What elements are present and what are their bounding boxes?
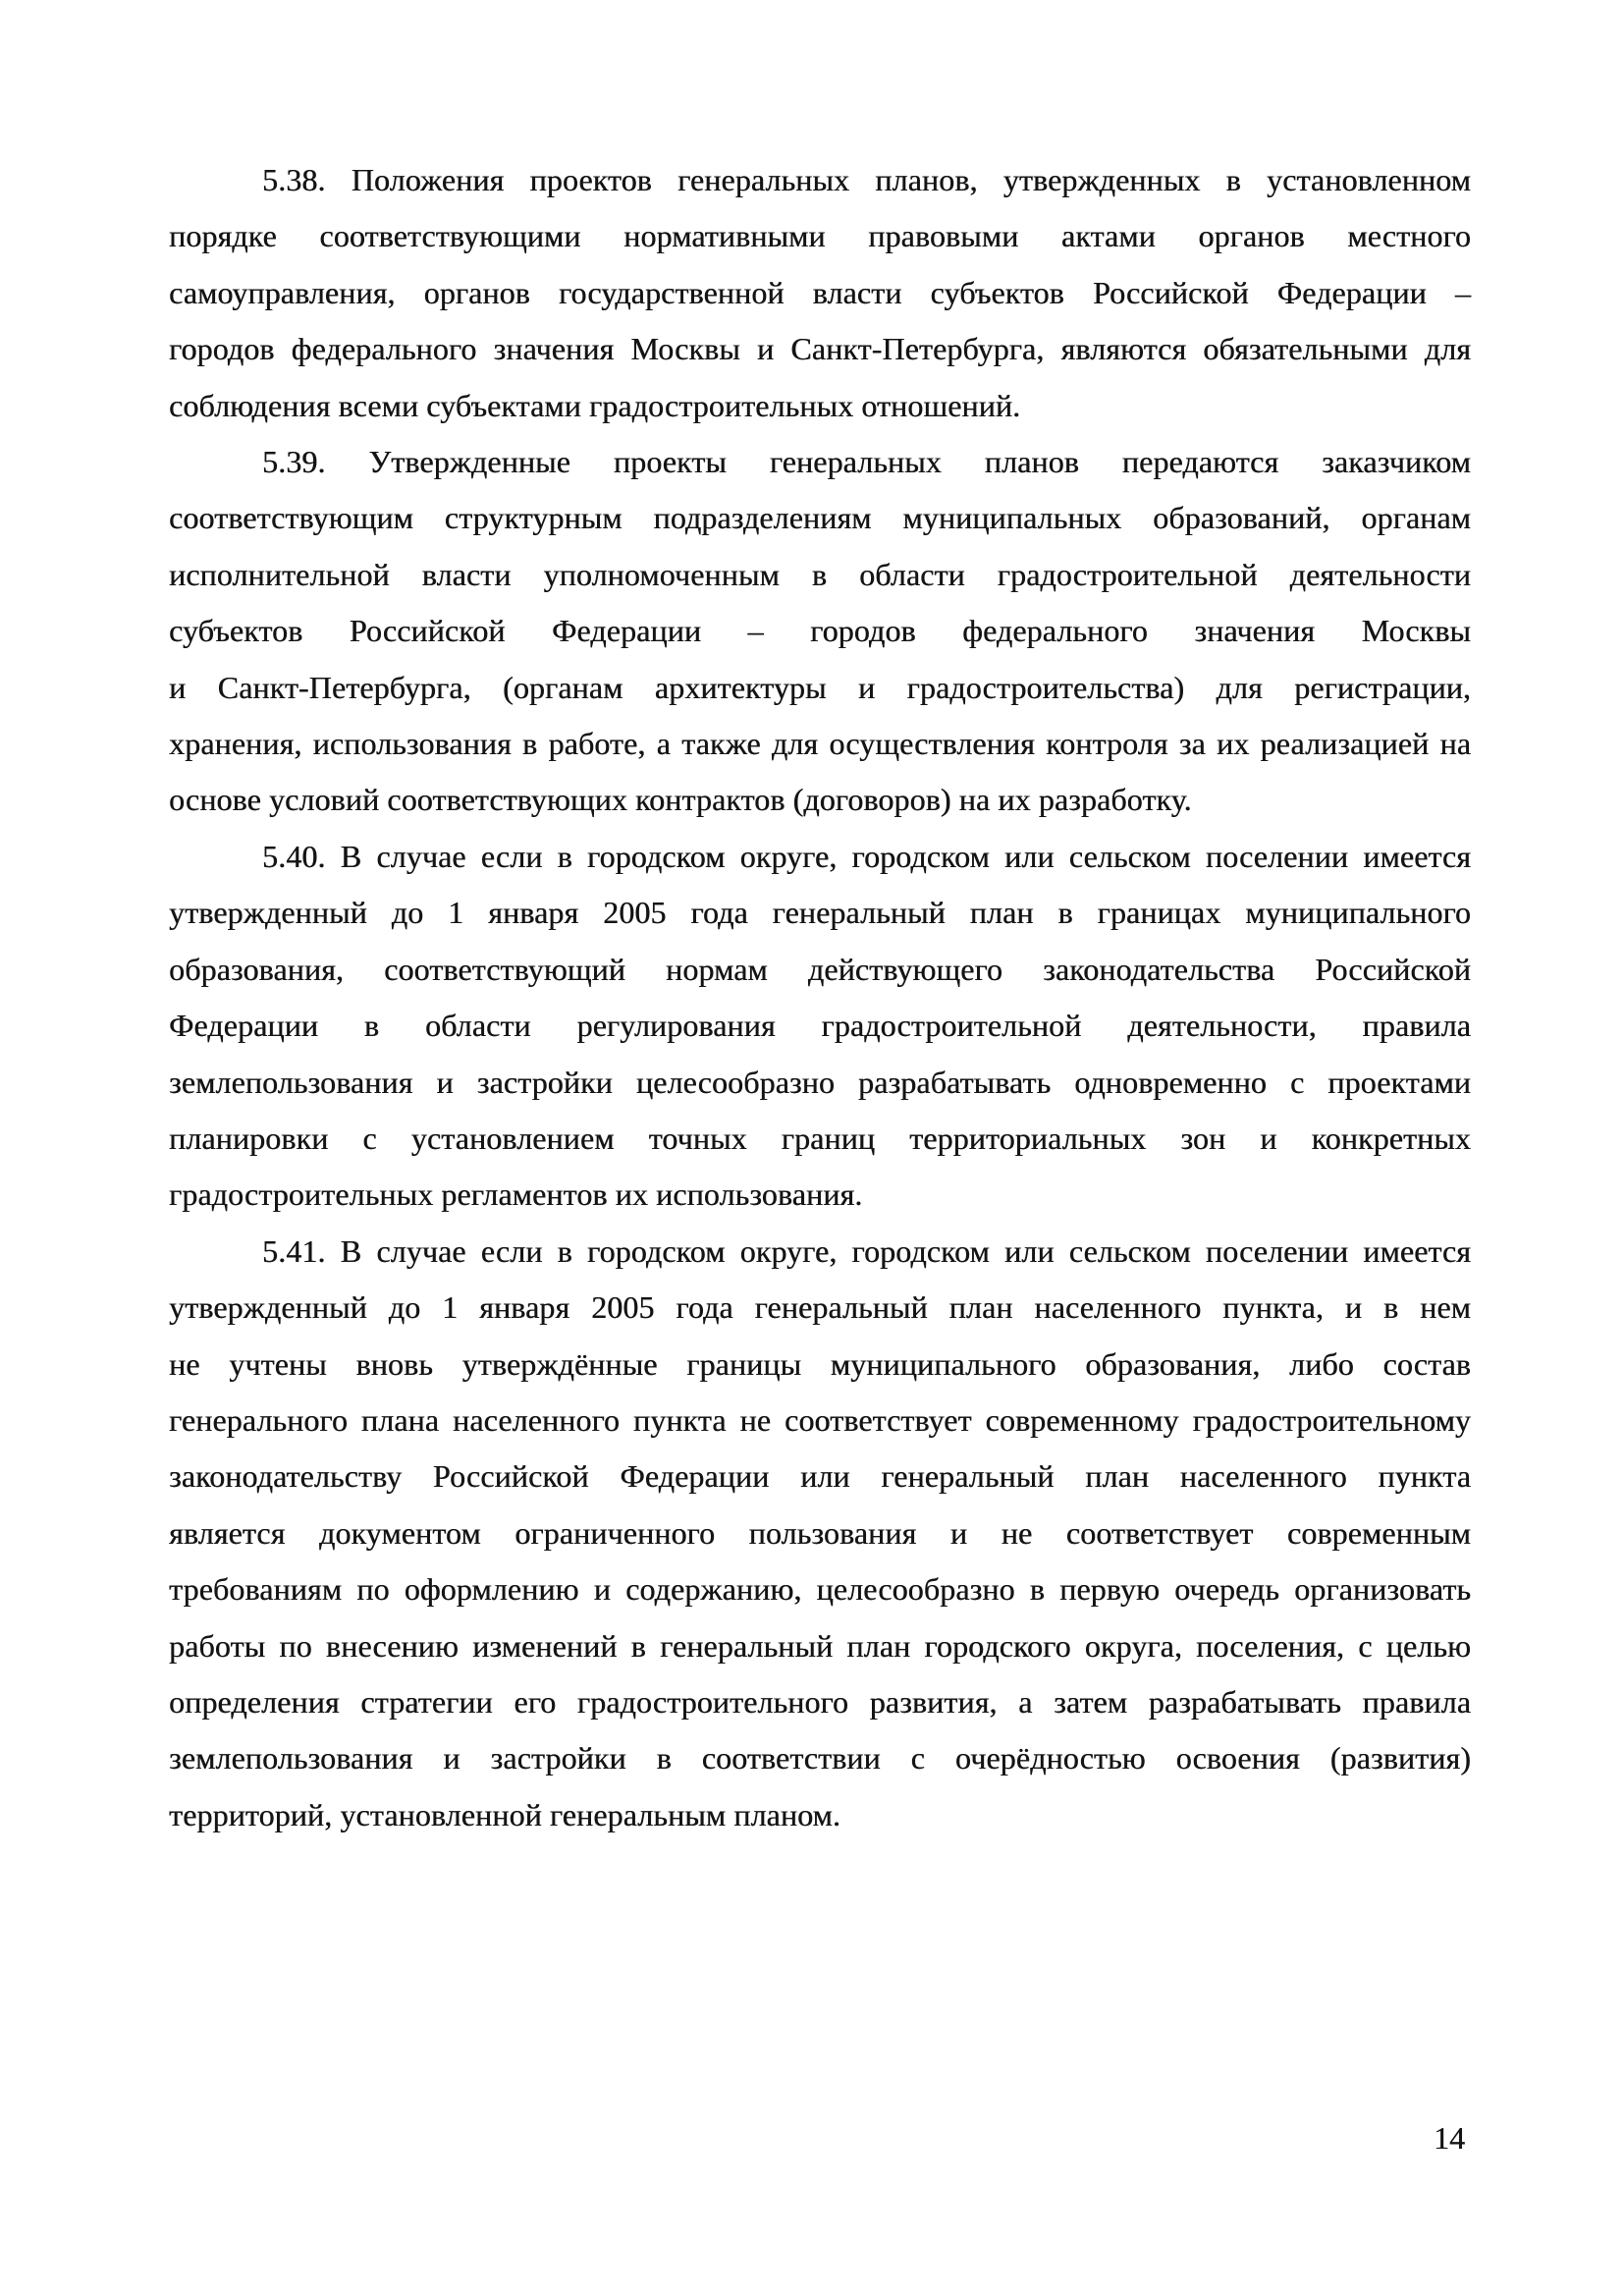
paragraph-5-41 <box>169 1224 1471 1843</box>
text-line: порядке соответствующими нормативными правовыми актами органов местного <box>169 218 1471 254</box>
text-line: самоуправления, органов государственной власти субъектов Российской Федерации – <box>169 274 1471 310</box>
text-line: субъектов Российской Федерации – городов федерального значения Москвы <box>169 613 1471 649</box>
page-number: 14 <box>1434 2120 1465 2156</box>
paragraph-5-38 <box>169 152 1471 434</box>
text-line: утвержденный до 1 января 2005 года генеральный план в границах муниципального <box>169 895 1471 931</box>
text-line: Федерации в области регулирования градостроительной деятельности, правила <box>169 1008 1471 1044</box>
text-line: является документом ограниченного пользования и не соответствует современным <box>169 1514 1471 1551</box>
text-line: 5.40. В случае если в городском округе, городском или сельском поселении имеется <box>262 838 1471 874</box>
text-line: основе условий соответствующих контрактов (договоров) на их разработку. <box>169 782 1192 818</box>
text-line: и Санкт-Петербурга, (органам архитектуры и градостроительства) для регистрации, <box>169 669 1471 705</box>
text-line: 5.38. Положения проектов генеральных планов, утвержденных в установленном <box>262 162 1471 197</box>
text-line: определения стратегии его градостроительного развития, а затем разрабатывать правила <box>169 1683 1471 1720</box>
text-line: городов федерального значения Москвы и Санкт-Петербурга, являются обязательными для <box>169 331 1471 367</box>
text-line: генерального плана населенного пункта не соответствует современному градостроительному <box>169 1401 1471 1438</box>
document-body <box>169 152 1471 1843</box>
text-line: землепользования и застройки в соответствии с очерёдностью освоения (развития) <box>169 1740 1471 1777</box>
text-line: хранения, использования в работе, а также для осуществления контроля за их реализацией на <box>169 726 1471 762</box>
text-line: образования, соответствующий нормам действующего законодательства Российской <box>169 951 1471 987</box>
text-line: работы по внесению изменений в генеральный план городского округа, поселения, с целью <box>169 1627 1471 1664</box>
text-line: требованиям по оформлению и содержанию, целесообразно в первую очередь организовать <box>169 1571 1471 1608</box>
text-line: не учтены вновь утверждённые границы муниципального образования, либо состав <box>169 1345 1471 1382</box>
text-line: 5.39. Утвержденные проекты генеральных планов передаются заказчиком <box>262 444 1471 480</box>
text-line: 5.41. В случае если в городском округе, городском или сельском поселении имеется <box>262 1232 1471 1269</box>
paragraph-5-39 <box>169 434 1471 829</box>
paragraph-5-40 <box>169 829 1471 1224</box>
text-line: утвержденный до 1 января 2005 года генеральный план населенного пункта, и в нем <box>169 1289 1471 1326</box>
text-line: соответствующим структурным подразделениям муниципальных образований, органам <box>169 500 1471 536</box>
text-line: исполнительной власти уполномоченным в области градостроительной деятельности <box>169 556 1471 592</box>
text-line: соблюдения всеми субъектами градостроительных отношений. <box>169 387 1021 423</box>
text-line: землепользования и застройки целесообразно разрабатывать одновременно с проектами <box>169 1064 1471 1100</box>
text-line: территорий, установленной генеральным планом. <box>169 1796 840 1832</box>
text-line: планировки с установлением точных границ территориальных зон и конкретных <box>169 1120 1471 1156</box>
text-line: законодательству Российской Федерации или генеральный план населенного пункта <box>169 1458 1471 1495</box>
text-line: градостроительных регламентов их использования. <box>169 1176 863 1213</box>
